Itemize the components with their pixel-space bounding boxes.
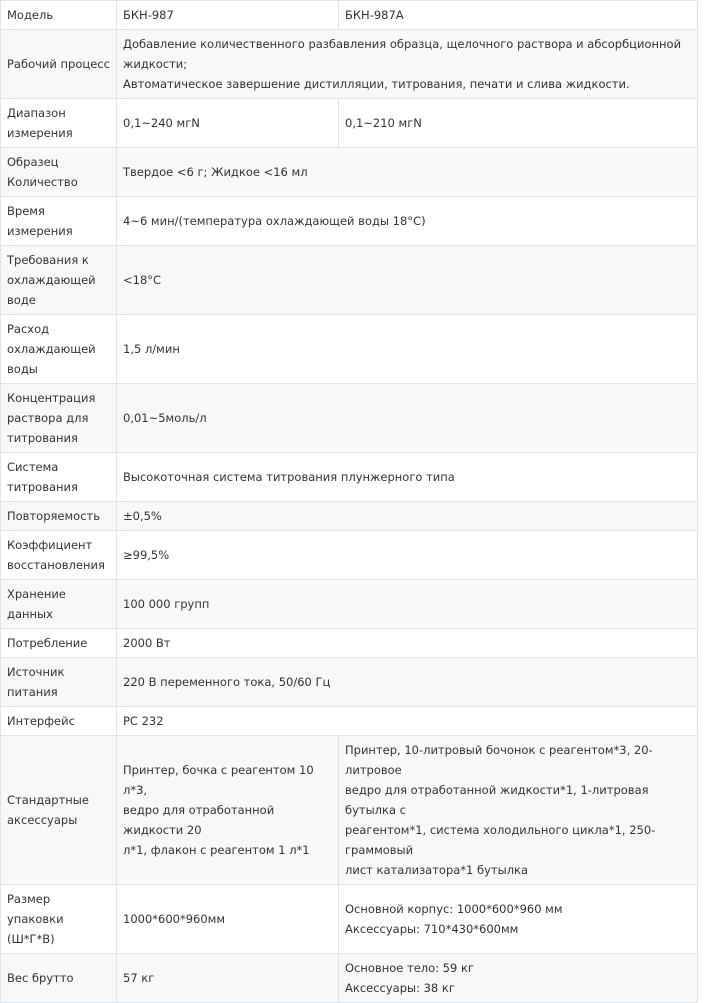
label-line: Образец bbox=[7, 155, 59, 169]
table-row bbox=[1, 30, 698, 99]
label-line: (Ш*Г*В) bbox=[7, 932, 55, 946]
label-line: Требования к bbox=[7, 253, 89, 267]
label-line: Размер упаковки bbox=[7, 892, 64, 926]
row-label: Источник питания bbox=[1, 658, 117, 707]
row-label: Потребление bbox=[1, 629, 117, 658]
label-line: воды bbox=[7, 362, 38, 376]
row-label: Вес брутто bbox=[1, 954, 117, 1003]
label-line: Концентрация bbox=[7, 391, 96, 405]
cell-value-987a bbox=[339, 736, 698, 885]
cell-value-987: 57 кг bbox=[117, 954, 339, 1003]
value-line: ведро для отработанной жидкости*1, 1-литровая бутылка с bbox=[345, 783, 649, 817]
row-label: Модель bbox=[1, 1, 117, 30]
label-line: титрования bbox=[7, 480, 78, 494]
table-row bbox=[1, 197, 698, 246]
row-label bbox=[1, 315, 117, 384]
row-value: <18°C bbox=[117, 246, 698, 315]
label-line: раствора для bbox=[7, 411, 89, 425]
table-row bbox=[1, 99, 698, 148]
row-value: 100 000 групп bbox=[117, 580, 698, 629]
table-row bbox=[1, 148, 698, 197]
row-value: РС 232 bbox=[117, 707, 698, 736]
row-label: Повторяемость bbox=[1, 502, 117, 531]
row-value: 2000 Вт bbox=[117, 629, 698, 658]
value-line: реагентом*1, система холодильного цикла*1, 250-граммовый bbox=[345, 823, 656, 857]
value-line: Аксессуары: 38 кг bbox=[345, 981, 455, 995]
label-line: Стандартные bbox=[7, 793, 89, 807]
value-line: Добавление количественного разбавления образца, щелочного раствора и абсорбционной жидкости; bbox=[123, 37, 682, 71]
value-line: ведро для отработанной жидкости 20 bbox=[123, 803, 275, 837]
cell-model-987a: БКН-987А bbox=[339, 1, 698, 30]
value-line: Принтер, бочка с реагентом 10 л*3, bbox=[123, 763, 314, 797]
table-row bbox=[1, 658, 698, 707]
label-line: измерения bbox=[7, 126, 73, 140]
table-row bbox=[1, 736, 698, 885]
table-row bbox=[1, 885, 698, 954]
row-value: 4~6 мин/(температура охлаждающей воды 18°C) bbox=[117, 197, 698, 246]
table-row bbox=[1, 707, 698, 736]
row-value: ±0,5% bbox=[117, 502, 698, 531]
value-line: Принтер, 10-литровый бочонок с реагентом*3, 20-литровое bbox=[345, 743, 653, 777]
value-line: Автоматическое завершение дистилляции, титрования, печати и слива жидкости. bbox=[123, 77, 630, 91]
label-line: охлаждающей bbox=[7, 273, 96, 287]
label-line: Коэффициент bbox=[7, 538, 93, 552]
row-value: 220 В переменного тока, 50/60 Гц bbox=[117, 658, 698, 707]
row-label: Время измерения bbox=[1, 197, 117, 246]
row-value: ≥99,5% bbox=[117, 531, 698, 580]
row-value bbox=[117, 30, 698, 99]
table-row bbox=[1, 453, 698, 502]
table-row bbox=[1, 315, 698, 384]
row-label: Рабочий процесс bbox=[1, 30, 117, 99]
cell-value-987a: 0,1~210 мгN bbox=[339, 99, 698, 148]
row-label bbox=[1, 246, 117, 315]
cell-value-987a bbox=[339, 885, 698, 954]
row-label bbox=[1, 531, 117, 580]
label-line: восстановления bbox=[7, 558, 105, 572]
row-label bbox=[1, 736, 117, 885]
row-label: Интерфейс bbox=[1, 707, 117, 736]
table-row bbox=[1, 954, 698, 1003]
cell-value-987: 1000*600*960мм bbox=[117, 885, 339, 954]
table-row bbox=[1, 1, 698, 30]
value-line: Основное тело: 59 кг bbox=[345, 961, 474, 975]
table-row bbox=[1, 629, 698, 658]
cell-value-987a bbox=[339, 954, 698, 1003]
table-row bbox=[1, 246, 698, 315]
row-value: Высокоточная система титрования плунжерного типа bbox=[117, 453, 698, 502]
table-row bbox=[1, 502, 698, 531]
cell-value-987 bbox=[117, 736, 339, 885]
row-label bbox=[1, 453, 117, 502]
table-row bbox=[1, 384, 698, 453]
value-line: л*1, флакон с реагентом 1 л*1 bbox=[123, 843, 310, 857]
label-line: охлаждающей bbox=[7, 342, 96, 356]
label-line: воде bbox=[7, 293, 36, 307]
value-line: Аксессуары: 710*430*600мм bbox=[345, 922, 519, 936]
row-value: Твердое <6 г; Жидкое <16 мл bbox=[117, 148, 698, 197]
row-label bbox=[1, 99, 117, 148]
row-label bbox=[1, 384, 117, 453]
label-line: Количество bbox=[7, 175, 78, 189]
label-line: Диапазон bbox=[7, 106, 66, 120]
label-line: Система bbox=[7, 460, 59, 474]
table-row bbox=[1, 580, 698, 629]
cell-value-987: 0,1~240 мгN bbox=[117, 99, 339, 148]
cell-model-987: БКН-987 bbox=[117, 1, 339, 30]
row-value: 1,5 л/мин bbox=[117, 315, 698, 384]
value-line: лист катализатора*1 бутылка bbox=[345, 863, 529, 877]
label-line: аксессуары bbox=[7, 813, 78, 827]
value-line: Основной корпус: 1000*600*960 мм bbox=[345, 902, 563, 916]
label-line: титрования bbox=[7, 431, 78, 445]
row-value: 0,01~5моль/л bbox=[117, 384, 698, 453]
row-label: Хранение данных bbox=[1, 580, 117, 629]
table-row bbox=[1, 531, 698, 580]
label-line: Расход bbox=[7, 322, 50, 336]
row-label bbox=[1, 885, 117, 954]
row-label bbox=[1, 148, 117, 197]
